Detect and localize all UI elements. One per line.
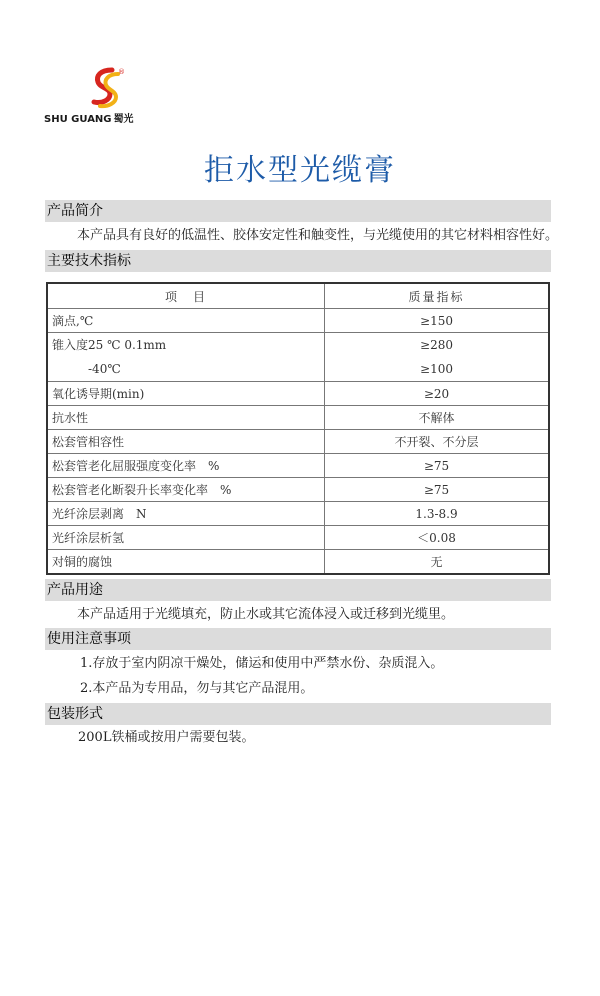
table-row [47, 502, 549, 526]
spec-item: 氧化诱导期(min) [47, 382, 325, 406]
spec-item: 松套管相容性 [47, 430, 325, 454]
table-header-row [47, 283, 549, 309]
brand-logo [44, 66, 144, 126]
packaging-text: 200L铁桶或按用户需要包装。 [78, 730, 255, 745]
spec-value: 无 [325, 550, 550, 575]
spec-value: ≥20 [325, 382, 550, 406]
section-heading-packaging: 包装形式 [45, 703, 551, 725]
spec-value-main: ≥280 [420, 338, 453, 352]
shuguang-logo-mark [90, 66, 126, 110]
table-row [47, 333, 549, 382]
note-item: 2.本产品为专用品，勿与其它产品混用。 [80, 681, 314, 696]
section-heading-specs: 主要技术指标 [45, 250, 551, 272]
spec-item: 光纤涂层剥离 N [47, 502, 325, 526]
intro-text: 本产品具有良好的低温性、胶体安定性和触变性，与光缆使用的其它材料相容性好。 [77, 228, 559, 243]
spec-item: 对铜的腐蚀 [47, 550, 325, 575]
logo-brand-cn: 蜀光 [113, 114, 134, 125]
column-header-item: 项 目 [47, 283, 325, 309]
spec-value: ＜0.08 [325, 526, 550, 550]
table-row [47, 478, 549, 502]
spec-item [47, 333, 325, 382]
section-heading-intro: 产品简介 [45, 200, 551, 222]
spec-item: 光纤涂层析氢 [47, 526, 325, 550]
spec-item: 滴点,℃ [47, 309, 325, 333]
spec-item: 松套管老化断裂升长率变化率 % [47, 478, 325, 502]
section-heading-usage: 产品用途 [45, 579, 551, 601]
logo-brand-en: SHU GUANG [44, 114, 112, 125]
spec-item: 松套管老化屈服强度变化率 % [47, 454, 325, 478]
column-header-value: 质量指标 [325, 283, 550, 309]
spec-item-main: 锥入度25 ℃ 0.1mm [52, 338, 167, 352]
spec-value-sub: ≥100 [420, 362, 453, 376]
svg-text:®: ® [118, 68, 125, 76]
table-row [47, 382, 549, 406]
table-row [47, 430, 549, 454]
note-item: 1.存放于室内阴凉干燥处，储运和使用中严禁水份、杂质混入。 [80, 656, 444, 671]
table-row [47, 309, 549, 333]
table-row [47, 526, 549, 550]
table-row [47, 550, 549, 575]
spec-value [325, 333, 550, 382]
section-heading-notes: 使用注意事项 [45, 628, 551, 650]
logo-wordmark [44, 110, 134, 125]
spec-value: ≥75 [325, 478, 550, 502]
spec-item-sub: -40℃ [88, 362, 121, 376]
table-row [47, 406, 549, 430]
spec-value: ≥75 [325, 454, 550, 478]
spec-value: 不开裂、不分层 [325, 430, 550, 454]
spec-value: 1.3-8.9 [325, 502, 550, 526]
spec-table [46, 282, 550, 575]
product-title: 拒水型光缆膏 [204, 153, 396, 188]
spec-value: 不解体 [325, 406, 550, 430]
usage-text: 本产品适用于光缆填充，防止水或其它流体浸入或迁移到光缆里。 [77, 607, 455, 622]
spec-item: 抗水性 [47, 406, 325, 430]
table-row [47, 454, 549, 478]
spec-value: ≥150 [325, 309, 550, 333]
